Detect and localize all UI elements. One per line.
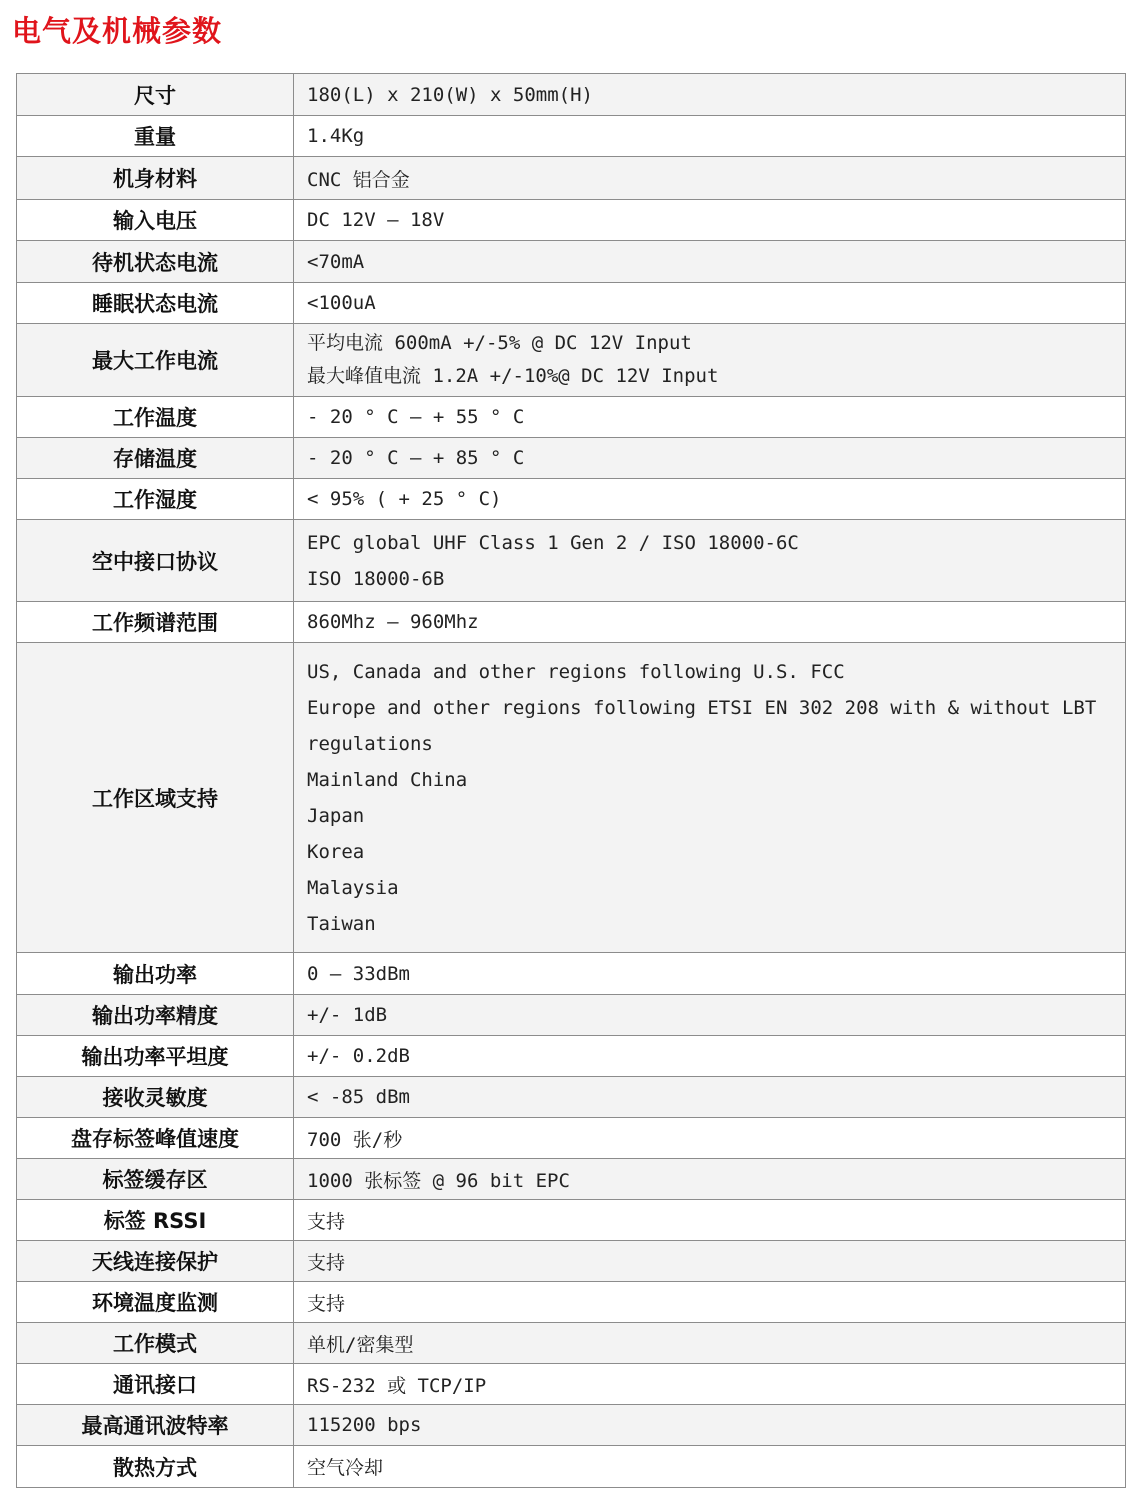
table-row	[17, 397, 1126, 438]
value-line: 支持	[307, 1251, 346, 1274]
row-value	[294, 438, 1126, 479]
row-label: 空中接口协议	[17, 520, 294, 602]
value-line: regulations	[307, 732, 433, 755]
row-value	[294, 74, 1126, 116]
table-row	[17, 479, 1126, 520]
table-row	[17, 1364, 1126, 1405]
row-label: 睡眠状态电流	[17, 283, 294, 324]
value-line: US, Canada and other regions following U.S. FCC	[307, 660, 845, 683]
row-value	[294, 1323, 1126, 1364]
row-value	[294, 995, 1126, 1036]
value-line: 1.4Kg	[307, 125, 365, 147]
table-row	[17, 643, 1126, 953]
row-value	[294, 479, 1126, 520]
row-value	[294, 157, 1126, 200]
value-line: Korea	[307, 840, 365, 863]
row-value	[294, 397, 1126, 438]
value-line: DC 12V – 18V	[307, 209, 445, 231]
row-label: 尺寸	[17, 74, 294, 116]
table-row	[17, 200, 1126, 241]
row-label: 存储温度	[17, 438, 294, 479]
value-line: Mainland China	[307, 768, 468, 791]
row-value	[294, 116, 1126, 157]
row-value	[294, 1364, 1126, 1405]
value-line: - 20 ° C – + 55 ° C	[307, 406, 525, 428]
table-row	[17, 438, 1126, 479]
value-line: CNC 铝合金	[307, 168, 410, 191]
row-label: 输入电压	[17, 200, 294, 241]
table-row	[17, 520, 1126, 602]
row-label: 工作模式	[17, 1323, 294, 1364]
row-label: 最高通讯波特率	[17, 1405, 294, 1446]
value-line: RS-232 或 TCP/IP	[307, 1374, 487, 1397]
row-label: 工作温度	[17, 397, 294, 438]
row-label: 接收灵敏度	[17, 1077, 294, 1118]
value-line: EPC global UHF Class 1 Gen 2 / ISO 18000-6C	[307, 531, 799, 554]
table-row	[17, 1077, 1126, 1118]
row-value	[294, 200, 1126, 241]
row-label: 重量	[17, 116, 294, 157]
table-row	[17, 241, 1126, 283]
value-line: 支持	[307, 1210, 346, 1233]
row-value	[294, 1241, 1126, 1282]
value-line: +/- 1dB	[307, 1004, 388, 1026]
value-line: < 95% ( + 25 ° C)	[307, 488, 502, 510]
table-row	[17, 1200, 1126, 1241]
value-line: 空气冷却	[307, 1457, 384, 1479]
value-line: ISO 18000-6B	[307, 567, 445, 590]
table-row	[17, 1118, 1126, 1159]
row-value	[294, 953, 1126, 995]
row-value	[294, 1077, 1126, 1118]
value-line: <70mA	[307, 250, 365, 273]
row-value	[294, 1405, 1126, 1446]
value-line: 1000 张标签 @ 96 bit EPC	[307, 1169, 570, 1192]
row-value	[294, 324, 1126, 397]
table-row	[17, 602, 1126, 643]
value-line: Japan	[307, 804, 365, 827]
row-value	[294, 1159, 1126, 1200]
table-row	[17, 116, 1126, 157]
row-label: 通讯接口	[17, 1364, 294, 1405]
row-value	[294, 643, 1126, 953]
value-line: 支持	[307, 1292, 346, 1315]
row-label: 输出功率平坦度	[17, 1036, 294, 1077]
table-row	[17, 74, 1126, 116]
table-row	[17, 1405, 1126, 1446]
table-row	[17, 1036, 1126, 1077]
value-line: 180(L) x 210(W) x 50mm(H)	[307, 83, 593, 106]
value-line: <100uA	[307, 292, 376, 314]
value-line: Malaysia	[307, 876, 399, 899]
spec-table	[16, 73, 1126, 1488]
table-row	[17, 995, 1126, 1036]
row-value	[294, 602, 1126, 643]
value-line: Taiwan	[307, 912, 376, 935]
table-row	[17, 283, 1126, 324]
page-title: 电气及机械参数	[12, 14, 223, 48]
row-value	[294, 1200, 1126, 1241]
value-line: 700 张/秒	[307, 1128, 403, 1151]
table-row	[17, 953, 1126, 995]
row-value	[294, 283, 1126, 324]
row-label: 工作湿度	[17, 479, 294, 520]
value-line: < -85 dBm	[307, 1086, 410, 1108]
row-value	[294, 241, 1126, 283]
row-value	[294, 1446, 1126, 1488]
row-label: 输出功率	[17, 953, 294, 995]
row-label: 工作区域支持	[17, 643, 294, 953]
table-row	[17, 1159, 1126, 1200]
row-label: 天线连接保护	[17, 1241, 294, 1282]
row-value	[294, 1118, 1126, 1159]
table-row	[17, 1323, 1126, 1364]
row-value	[294, 1036, 1126, 1077]
value-line: 115200 bps	[307, 1414, 422, 1436]
table-row	[17, 1241, 1126, 1282]
row-value	[294, 1282, 1126, 1323]
row-label: 工作频谱范围	[17, 602, 294, 643]
table-row	[17, 1282, 1126, 1323]
row-label: 最大工作电流	[17, 324, 294, 397]
table-row	[17, 324, 1126, 397]
row-label: 输出功率精度	[17, 995, 294, 1036]
value-line: 0 – 33dBm	[307, 962, 410, 985]
row-label: 标签缓存区	[17, 1159, 294, 1200]
row-value	[294, 520, 1126, 602]
value-line: 最大峰值电流 1.2A +/-10%@ DC 12V Input	[307, 365, 719, 387]
row-label: 环境温度监测	[17, 1282, 294, 1323]
value-line: Europe and other regions following ETSI EN 302 208 with & without LBT	[307, 696, 1097, 719]
value-line: 单机/密集型	[307, 1333, 414, 1356]
row-label: 散热方式	[17, 1446, 294, 1488]
table-row	[17, 157, 1126, 200]
value-line: 860Mhz – 960Mhz	[307, 611, 479, 633]
row-label: 待机状态电流	[17, 241, 294, 283]
value-line: 平均电流 600mA +/-5% @ DC 12V Input	[307, 332, 692, 354]
row-label: 机身材料	[17, 157, 294, 200]
value-line: +/- 0.2dB	[307, 1045, 410, 1067]
row-label: 盘存标签峰值速度	[17, 1118, 294, 1159]
table-row	[17, 1446, 1126, 1488]
value-line: - 20 ° C – + 85 ° C	[307, 447, 525, 469]
row-label: 标签 RSSI	[17, 1200, 294, 1241]
